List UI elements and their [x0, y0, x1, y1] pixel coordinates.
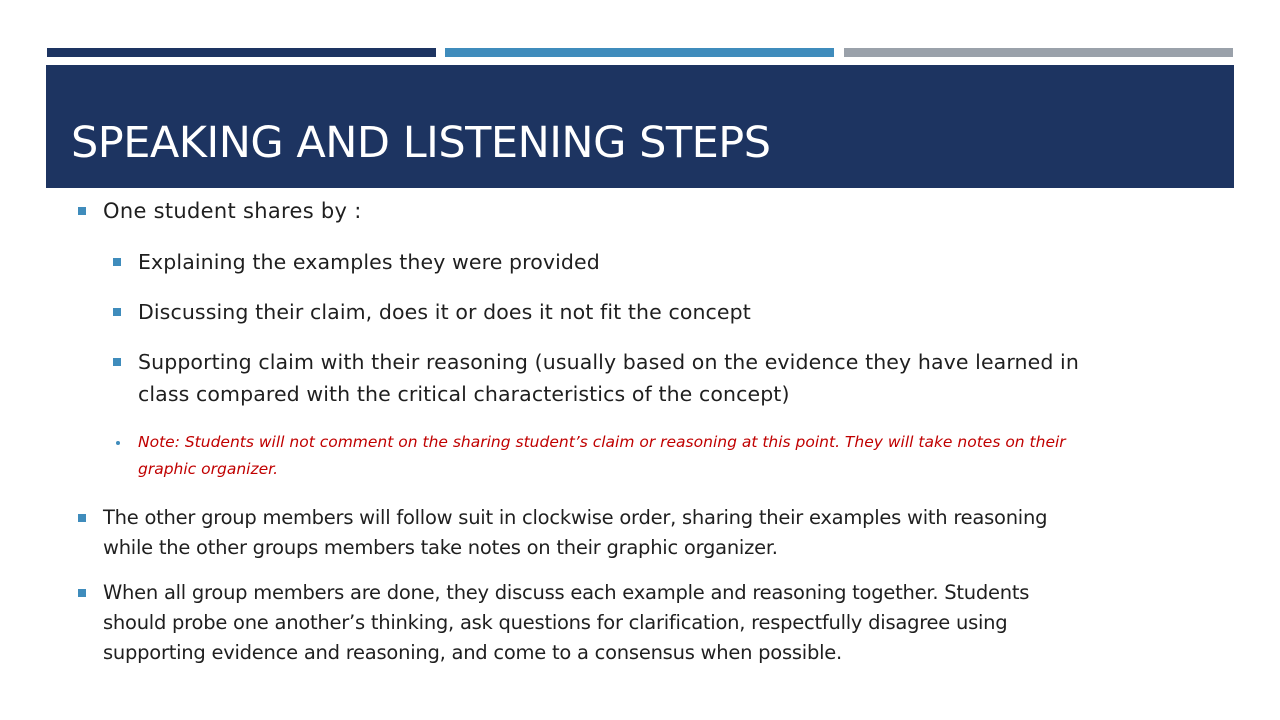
bullet-text-line-3: supporting evidence and reasoning, and come to a consensus when possible.: [103, 641, 842, 664]
slide-title: SPEAKING AND LISTENING STEPS: [71, 118, 771, 168]
note-text-line-1: Note: Students will not comment on the sharing student’s claim or reasoning at this point. They will take notes on their: [138, 433, 1066, 451]
bullet-discussing-claim: [138, 296, 751, 328]
square-bullet-icon: [113, 358, 121, 366]
bullet-one-student-shares: [103, 196, 362, 227]
bullet-text-line-1: The other group members will follow suit in clockwise order, sharing their examples with reasoning: [103, 506, 1048, 529]
note-text-line-2: graphic organizer.: [138, 460, 278, 478]
bullet-supporting-claim: [138, 346, 1079, 410]
square-bullet-icon: [113, 308, 121, 316]
bullet-text: Discussing their claim, does it or does it not fit the concept: [138, 300, 751, 324]
bullet-text-line-1: When all group members are done, they discuss each example and reasoning together. Students: [103, 581, 1030, 604]
bullet-text-line-2: should probe one another’s thinking, ask questions for clarification, respectfully disagree using: [103, 611, 1008, 634]
bullet-all-members-done: [103, 578, 1029, 668]
dot-bullet-icon: [116, 441, 120, 445]
square-bullet-icon: [78, 514, 86, 522]
square-bullet-icon: [78, 207, 86, 215]
bullet-text: One student shares by :: [103, 199, 362, 223]
bullet-text-line-2: class compared with the critical characteristics of the concept): [138, 382, 790, 406]
bullet-other-group-members: [103, 503, 1047, 563]
bullet-note: [138, 429, 1066, 483]
square-bullet-icon: [113, 258, 121, 266]
bullet-text-line-2: while the other groups members take notes on their graphic organizer.: [103, 536, 778, 559]
bullet-text-line-1: Supporting claim with their reasoning (usually based on the evidence they have learned in: [138, 350, 1079, 374]
bullet-text: Explaining the examples they were provided: [138, 250, 600, 274]
square-bullet-icon: [78, 589, 86, 597]
bullet-explaining-examples: [138, 246, 600, 278]
